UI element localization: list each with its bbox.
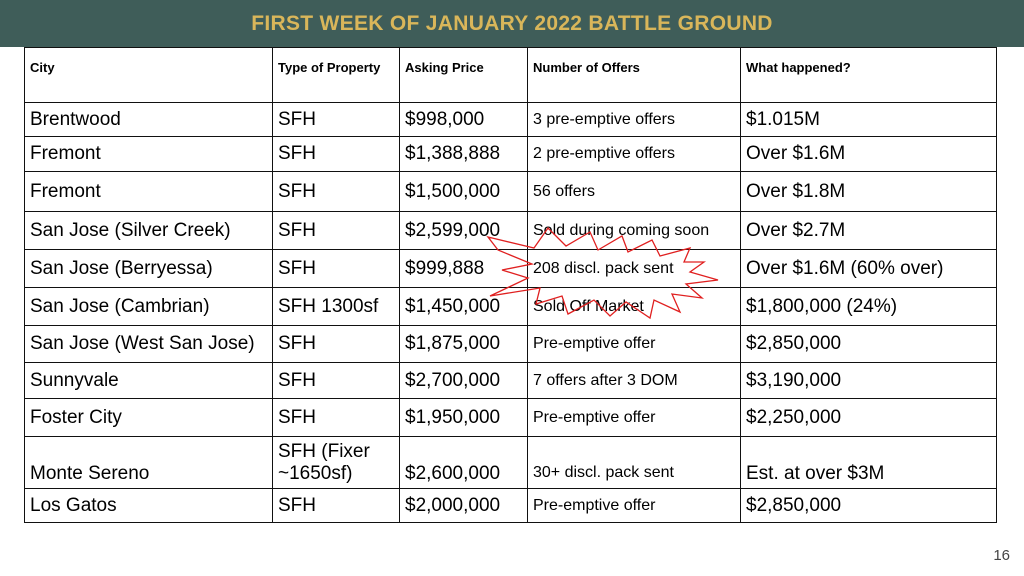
type-cell: SFH 1300sf (273, 288, 400, 326)
result-cell: Over $1.6M (741, 137, 997, 172)
city-cell: Foster City (25, 399, 273, 437)
offers-cell: Sold during coming soon (528, 212, 741, 250)
result-cell: Over $1.8M (741, 172, 997, 212)
offers-cell: 56 offers (528, 172, 741, 212)
result-cell: Est. at over $3M (741, 437, 997, 489)
city-cell: Monte Sereno (25, 437, 273, 489)
offers-cell: Pre-emptive offer (528, 489, 741, 523)
table-row (25, 437, 997, 489)
offers-cell: Pre-emptive offer (528, 326, 741, 363)
offers-cell: Pre-emptive offer (528, 399, 741, 437)
city-cell: San Jose (Berryessa) (25, 250, 273, 288)
city-cell: Sunnyvale (25, 363, 273, 399)
price-cell: $1,500,000 (400, 172, 528, 212)
type-cell: SFH (273, 250, 400, 288)
table-row (25, 250, 997, 288)
table-row (25, 137, 997, 172)
table-row (25, 172, 997, 212)
page-number: 16 (993, 547, 1010, 564)
column-header-price: Asking Price (400, 48, 528, 103)
table-row (25, 103, 997, 137)
type-cell: SFH (273, 172, 400, 212)
offers-cell: 30+ discl. pack sent (528, 437, 741, 489)
type-cell: SFH (273, 399, 400, 437)
price-cell: $2,000,000 (400, 489, 528, 523)
city-cell: San Jose (West San Jose) (25, 326, 273, 363)
table-row (25, 363, 997, 399)
result-cell: Over $1.6M (60% over) (741, 250, 997, 288)
result-cell: $1,800,000 (24%) (741, 288, 997, 326)
result-cell: $2,250,000 (741, 399, 997, 437)
price-cell: $2,599,000 (400, 212, 528, 250)
price-cell: $1,875,000 (400, 326, 528, 363)
type-cell: SFH (273, 363, 400, 399)
price-cell: $1,388,888 (400, 137, 528, 172)
table-row (25, 288, 997, 326)
type-cell: SFH (Fixer ~1650sf) (273, 437, 400, 489)
column-header-offers: Number of Offers (528, 48, 741, 103)
city-cell: Los Gatos (25, 489, 273, 523)
table-row (25, 399, 997, 437)
table-row (25, 212, 997, 250)
city-cell: Fremont (25, 172, 273, 212)
price-cell: $999,888 (400, 250, 528, 288)
table-row (25, 326, 997, 363)
offers-cell: 7 offers after 3 DOM (528, 363, 741, 399)
table-row (25, 489, 997, 523)
offers-table (24, 47, 997, 523)
table-header-row (25, 48, 997, 103)
price-cell: $2,600,000 (400, 437, 528, 489)
column-header-type: Type of Property (273, 48, 400, 103)
type-cell: SFH (273, 489, 400, 523)
city-cell: Brentwood (25, 103, 273, 137)
offers-cell: 2 pre-emptive offers (528, 137, 741, 172)
type-cell: SFH (273, 326, 400, 363)
column-header-city: City (25, 48, 273, 103)
result-cell: $1.015M (741, 103, 997, 137)
type-cell: SFH (273, 212, 400, 250)
price-cell: $998,000 (400, 103, 528, 137)
page-title: FIRST WEEK OF JANUARY 2022 BATTLE GROUND (251, 11, 773, 35)
offers-cell: Sold Off Market (528, 288, 741, 326)
offers-cell: 3 pre-emptive offers (528, 103, 741, 137)
offers-cell: 208 discl. pack sent (528, 250, 741, 288)
type-cell: SFH (273, 137, 400, 172)
city-cell: San Jose (Silver Creek) (25, 212, 273, 250)
city-cell: Fremont (25, 137, 273, 172)
result-cell: Over $2.7M (741, 212, 997, 250)
price-cell: $2,700,000 (400, 363, 528, 399)
column-header-result: What happened? (741, 48, 997, 103)
title-bar (0, 0, 1024, 47)
price-cell: $1,950,000 (400, 399, 528, 437)
price-cell: $1,450,000 (400, 288, 528, 326)
result-cell: $3,190,000 (741, 363, 997, 399)
result-cell: $2,850,000 (741, 326, 997, 363)
type-cell: SFH (273, 103, 400, 137)
city-cell: San Jose (Cambrian) (25, 288, 273, 326)
result-cell: $2,850,000 (741, 489, 997, 523)
